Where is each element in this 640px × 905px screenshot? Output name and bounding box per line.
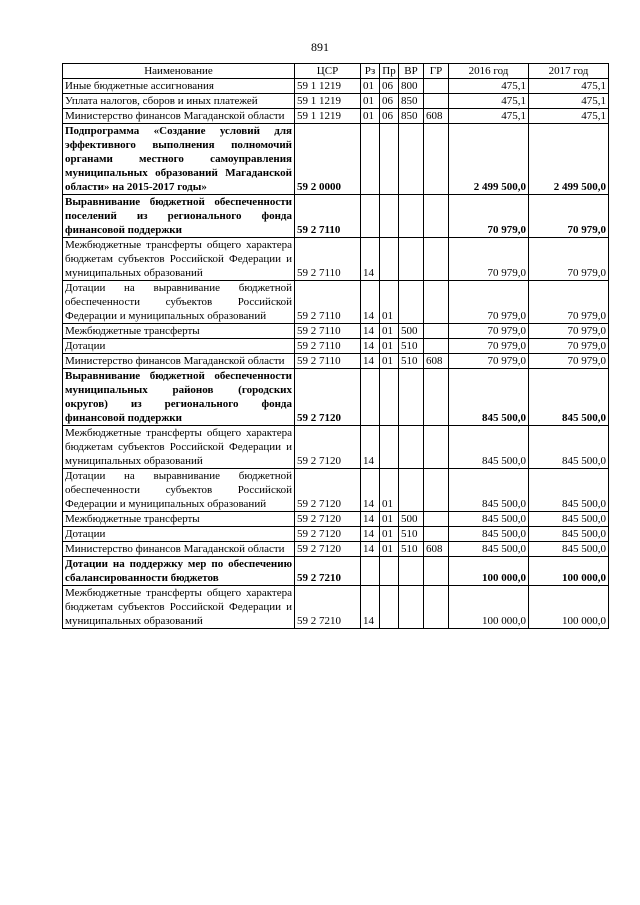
gr-cell bbox=[424, 586, 449, 629]
vr-cell bbox=[399, 281, 424, 324]
amount-2017-cell: 845 500,0 bbox=[529, 426, 609, 469]
pr-cell bbox=[380, 586, 399, 629]
amount-2016-cell: 845 500,0 bbox=[449, 512, 529, 527]
name-cell: Межбюджетные трансферты bbox=[63, 324, 295, 339]
csr-cell: 59 2 7210 bbox=[295, 557, 361, 586]
vr-cell: 800 bbox=[399, 79, 424, 94]
pr-cell: 01 bbox=[380, 512, 399, 527]
header-rz: Рз bbox=[361, 64, 380, 79]
csr-cell: 59 2 7120 bbox=[295, 512, 361, 527]
amount-2017-cell: 70 979,0 bbox=[529, 324, 609, 339]
rz-cell: 01 bbox=[361, 79, 380, 94]
name-cell: Уплата налогов, сборов и иных платежей bbox=[63, 94, 295, 109]
table-row bbox=[63, 124, 609, 195]
amount-2017-cell: 475,1 bbox=[529, 94, 609, 109]
csr-cell: 59 2 7120 bbox=[295, 426, 361, 469]
budget-table bbox=[62, 63, 609, 629]
csr-cell: 59 2 0000 bbox=[295, 124, 361, 195]
amount-2017-cell: 475,1 bbox=[529, 79, 609, 94]
name-cell: Выравнивание бюджетной обеспеченности муниципальных районов (городских округов) из регионального фонда финансовой поддержки bbox=[63, 369, 295, 426]
csr-cell: 59 1 1219 bbox=[295, 94, 361, 109]
vr-cell bbox=[399, 557, 424, 586]
amount-2017-cell: 70 979,0 bbox=[529, 354, 609, 369]
amount-2017-cell: 2 499 500,0 bbox=[529, 124, 609, 195]
amount-2016-cell: 2 499 500,0 bbox=[449, 124, 529, 195]
csr-cell: 59 2 7110 bbox=[295, 354, 361, 369]
vr-cell bbox=[399, 426, 424, 469]
table-row bbox=[63, 426, 609, 469]
rz-cell: 14 bbox=[361, 469, 380, 512]
amount-2016-cell: 845 500,0 bbox=[449, 469, 529, 512]
amount-2017-cell: 100 000,0 bbox=[529, 586, 609, 629]
name-cell: Дотации на выравнивание бюджетной обеспеченности субъектов Российской Федерации и муниципальных образований bbox=[63, 281, 295, 324]
amount-2017-cell: 475,1 bbox=[529, 109, 609, 124]
csr-cell: 59 1 1219 bbox=[295, 109, 361, 124]
name-cell: Межбюджетные трансферты общего характера бюджетам субъектов Российской Федерации и муниципальных образований bbox=[63, 238, 295, 281]
name-cell: Межбюджетные трансферты общего характера бюджетам субъектов Российской Федерации и муниципальных образований bbox=[63, 426, 295, 469]
table-header-row bbox=[63, 64, 609, 79]
name-cell: Межбюджетные трансферты bbox=[63, 512, 295, 527]
vr-cell: 500 bbox=[399, 324, 424, 339]
rz-cell bbox=[361, 557, 380, 586]
table-row bbox=[63, 79, 609, 94]
gr-cell bbox=[424, 281, 449, 324]
pr-cell bbox=[380, 369, 399, 426]
gr-cell bbox=[424, 195, 449, 238]
table-row bbox=[63, 586, 609, 629]
rz-cell bbox=[361, 369, 380, 426]
gr-cell bbox=[424, 124, 449, 195]
csr-cell: 59 2 7110 bbox=[295, 324, 361, 339]
amount-2016-cell: 70 979,0 bbox=[449, 238, 529, 281]
amount-2017-cell: 845 500,0 bbox=[529, 369, 609, 426]
csr-cell: 59 2 7210 bbox=[295, 586, 361, 629]
gr-cell bbox=[424, 339, 449, 354]
amount-2016-cell: 845 500,0 bbox=[449, 542, 529, 557]
table-row bbox=[63, 109, 609, 124]
pr-cell: 01 bbox=[380, 324, 399, 339]
amount-2017-cell: 845 500,0 bbox=[529, 512, 609, 527]
csr-cell: 59 2 7110 bbox=[295, 238, 361, 281]
amount-2017-cell: 70 979,0 bbox=[529, 339, 609, 354]
rz-cell bbox=[361, 195, 380, 238]
table-row bbox=[63, 324, 609, 339]
rz-cell: 14 bbox=[361, 586, 380, 629]
amount-2016-cell: 475,1 bbox=[449, 94, 529, 109]
table-row bbox=[63, 281, 609, 324]
header-name: Наименование bbox=[63, 64, 295, 79]
amount-2016-cell: 475,1 bbox=[449, 79, 529, 94]
header-vr: ВР bbox=[399, 64, 424, 79]
amount-2016-cell: 845 500,0 bbox=[449, 369, 529, 426]
name-cell: Дотации bbox=[63, 527, 295, 542]
pr-cell: 01 bbox=[380, 354, 399, 369]
pr-cell: 06 bbox=[380, 94, 399, 109]
vr-cell: 850 bbox=[399, 94, 424, 109]
gr-cell bbox=[424, 527, 449, 542]
rz-cell: 14 bbox=[361, 512, 380, 527]
csr-cell: 59 2 7110 bbox=[295, 339, 361, 354]
gr-cell bbox=[424, 238, 449, 281]
name-cell: Дотации bbox=[63, 339, 295, 354]
amount-2017-cell: 70 979,0 bbox=[529, 281, 609, 324]
rz-cell: 14 bbox=[361, 281, 380, 324]
csr-cell: 59 2 7120 bbox=[295, 542, 361, 557]
pr-cell bbox=[380, 426, 399, 469]
rz-cell: 14 bbox=[361, 542, 380, 557]
amount-2016-cell: 845 500,0 bbox=[449, 426, 529, 469]
pr-cell: 01 bbox=[380, 542, 399, 557]
table-row bbox=[63, 354, 609, 369]
csr-cell: 59 2 7110 bbox=[295, 195, 361, 238]
rz-cell: 14 bbox=[361, 426, 380, 469]
gr-cell bbox=[424, 426, 449, 469]
vr-cell bbox=[399, 586, 424, 629]
header-pr: Пр bbox=[380, 64, 399, 79]
table-row bbox=[63, 94, 609, 109]
amount-2017-cell: 845 500,0 bbox=[529, 542, 609, 557]
csr-cell: 59 1 1219 bbox=[295, 79, 361, 94]
amount-2016-cell: 70 979,0 bbox=[449, 281, 529, 324]
amount-2017-cell: 100 000,0 bbox=[529, 557, 609, 586]
table-row bbox=[63, 557, 609, 586]
header-csr: ЦСР bbox=[295, 64, 361, 79]
gr-cell bbox=[424, 324, 449, 339]
table-row bbox=[63, 238, 609, 281]
amount-2016-cell: 475,1 bbox=[449, 109, 529, 124]
gr-cell bbox=[424, 369, 449, 426]
csr-cell: 59 2 7120 bbox=[295, 469, 361, 512]
rz-cell: 01 bbox=[361, 94, 380, 109]
vr-cell: 510 bbox=[399, 354, 424, 369]
rz-cell: 14 bbox=[361, 339, 380, 354]
gr-cell: 608 bbox=[424, 109, 449, 124]
name-cell: Подпрограмма «Создание условий для эффективного выполнения полномочий органами местного самоуправления муниципальных образований Магаданской области» на 2015-2017 годы» bbox=[63, 124, 295, 195]
rz-cell bbox=[361, 124, 380, 195]
pr-cell: 01 bbox=[380, 339, 399, 354]
amount-2016-cell: 845 500,0 bbox=[449, 527, 529, 542]
vr-cell bbox=[399, 369, 424, 426]
pr-cell: 01 bbox=[380, 469, 399, 512]
vr-cell bbox=[399, 124, 424, 195]
rz-cell: 14 bbox=[361, 238, 380, 281]
pr-cell bbox=[380, 124, 399, 195]
amount-2016-cell: 70 979,0 bbox=[449, 195, 529, 238]
csr-cell: 59 2 7120 bbox=[295, 527, 361, 542]
name-cell: Министерство финансов Магаданской области bbox=[63, 354, 295, 369]
vr-cell: 510 bbox=[399, 339, 424, 354]
gr-cell bbox=[424, 79, 449, 94]
vr-cell bbox=[399, 195, 424, 238]
pr-cell bbox=[380, 238, 399, 281]
pr-cell: 06 bbox=[380, 79, 399, 94]
gr-cell bbox=[424, 469, 449, 512]
pr-cell: 06 bbox=[380, 109, 399, 124]
rz-cell: 01 bbox=[361, 109, 380, 124]
name-cell: Дотации на выравнивание бюджетной обеспеченности субъектов Российской Федерации и муниципальных образований bbox=[63, 469, 295, 512]
pr-cell: 01 bbox=[380, 281, 399, 324]
rz-cell: 14 bbox=[361, 527, 380, 542]
table-row bbox=[63, 542, 609, 557]
amount-2017-cell: 70 979,0 bbox=[529, 238, 609, 281]
amount-2016-cell: 70 979,0 bbox=[449, 339, 529, 354]
vr-cell: 500 bbox=[399, 512, 424, 527]
table-row bbox=[63, 527, 609, 542]
amount-2017-cell: 845 500,0 bbox=[529, 469, 609, 512]
pr-cell bbox=[380, 557, 399, 586]
gr-cell: 608 bbox=[424, 542, 449, 557]
table-row bbox=[63, 195, 609, 238]
table-row bbox=[63, 512, 609, 527]
name-cell: Иные бюджетные ассигнования bbox=[63, 79, 295, 94]
amount-2016-cell: 100 000,0 bbox=[449, 586, 529, 629]
table-row bbox=[63, 339, 609, 354]
name-cell: Межбюджетные трансферты общего характера бюджетам субъектов Российской Федерации и муниципальных образований bbox=[63, 586, 295, 629]
header-2016: 2016 год bbox=[449, 64, 529, 79]
gr-cell bbox=[424, 512, 449, 527]
rz-cell: 14 bbox=[361, 354, 380, 369]
pr-cell: 01 bbox=[380, 527, 399, 542]
amount-2016-cell: 70 979,0 bbox=[449, 354, 529, 369]
table-row bbox=[63, 469, 609, 512]
rz-cell: 14 bbox=[361, 324, 380, 339]
amount-2016-cell: 100 000,0 bbox=[449, 557, 529, 586]
page-number: 891 bbox=[311, 40, 329, 54]
vr-cell: 510 bbox=[399, 542, 424, 557]
csr-cell: 59 2 7110 bbox=[295, 281, 361, 324]
amount-2017-cell: 845 500,0 bbox=[529, 527, 609, 542]
name-cell: Министерство финансов Магаданской области bbox=[63, 109, 295, 124]
gr-cell bbox=[424, 557, 449, 586]
table-row bbox=[63, 369, 609, 426]
vr-cell bbox=[399, 238, 424, 281]
pr-cell bbox=[380, 195, 399, 238]
gr-cell bbox=[424, 94, 449, 109]
vr-cell bbox=[399, 469, 424, 512]
name-cell: Дотации на поддержку мер по обеспечению сбалансированности бюджетов bbox=[63, 557, 295, 586]
name-cell: Выравнивание бюджетной обеспеченности поселений из регионального фонда финансовой поддержки bbox=[63, 195, 295, 238]
header-gr: ГР bbox=[424, 64, 449, 79]
amount-2017-cell: 70 979,0 bbox=[529, 195, 609, 238]
csr-cell: 59 2 7120 bbox=[295, 369, 361, 426]
header-2017: 2017 год bbox=[529, 64, 609, 79]
amount-2016-cell: 70 979,0 bbox=[449, 324, 529, 339]
gr-cell: 608 bbox=[424, 354, 449, 369]
vr-cell: 510 bbox=[399, 527, 424, 542]
vr-cell: 850 bbox=[399, 109, 424, 124]
name-cell: Министерство финансов Магаданской области bbox=[63, 542, 295, 557]
